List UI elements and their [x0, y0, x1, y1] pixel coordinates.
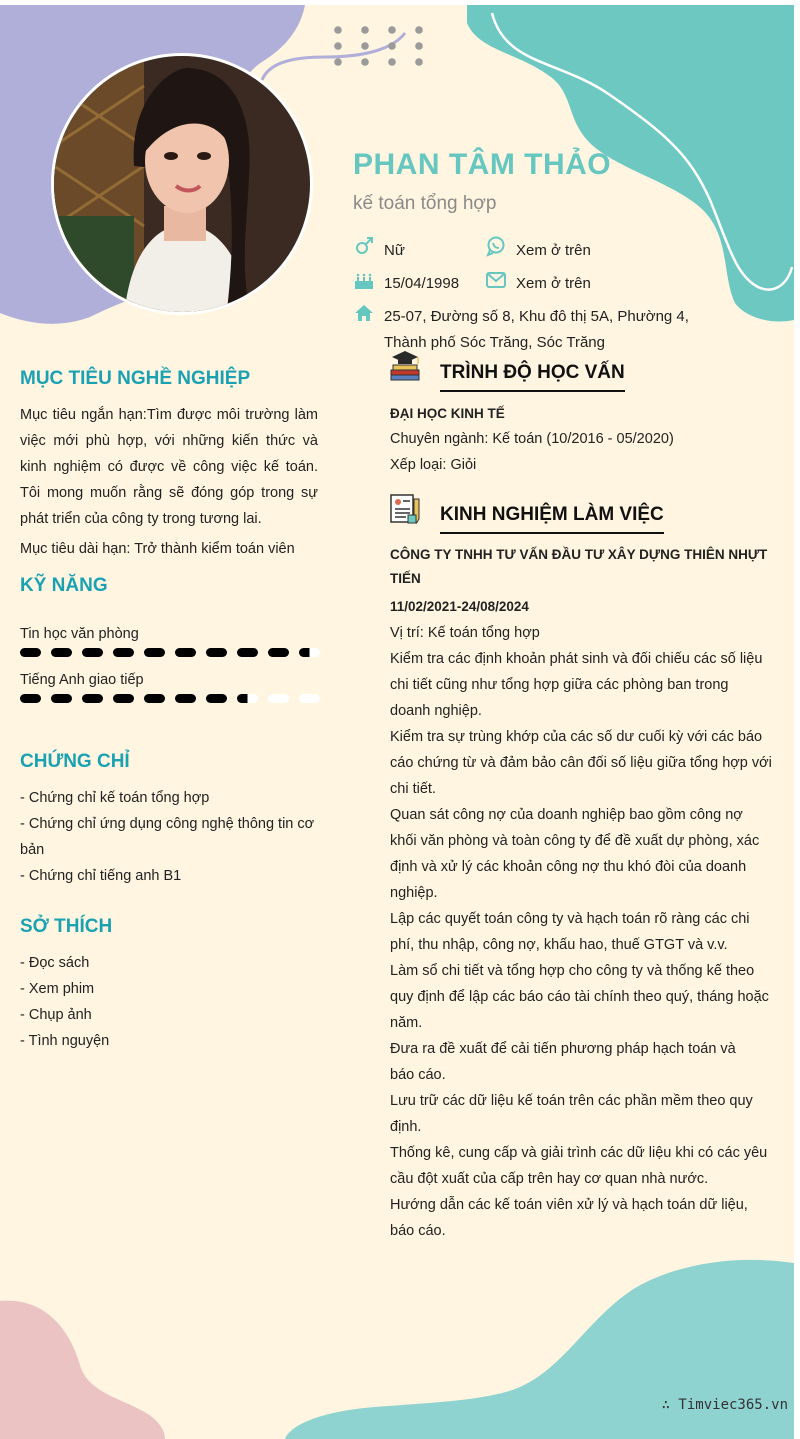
email-value[interactable]: Xem ở trên [516, 275, 591, 292]
address-line-1: 25-07, Đường số 8, Khu đô thị 5A, Phường 4, [384, 308, 689, 325]
footer-watermark[interactable]: ∴ Timviec365.vn [661, 1397, 788, 1413]
experience-duty: Kiểm tra sự trùng khớp của các số dư cuối kỳ với các báo cáo chứng từ và đảm bảo cân đối số liệu giữa tổng hợp với chi tiết. [390, 729, 772, 797]
birthday-cake-icon [353, 269, 375, 291]
skill-level-dot [237, 694, 258, 703]
cv-paper [0, 5, 794, 1439]
experience-duty: Thống kê, cung cấp và giải trình các dữ liệu khi có các yêu cầu đột xuất của cấp trên hay cơ quan nhà nước. [390, 1145, 768, 1187]
skill-level-bar [20, 648, 320, 660]
education-heading: TRÌNH ĐỘ HỌC VẤN [440, 362, 625, 392]
experience-duty: Lưu trữ các dữ liệu kế toán trên các phần mềm theo quy định. [390, 1093, 753, 1135]
skill-level-dot [51, 648, 72, 657]
skill-level-bar [20, 694, 320, 706]
person-name: PHAN TÂM THẢO [353, 148, 612, 181]
address-line-2: Thành phố Sóc Trăng, Sóc Trăng [384, 334, 605, 351]
skill-level-dot [299, 648, 320, 657]
birthday-value: 15/04/1998 [384, 275, 460, 292]
books-graduation-icon [388, 348, 422, 382]
objective-long-term: Mục tiêu dài hạn: Trở thành kiểm toán viên [20, 541, 295, 557]
experience-duty: Kiểm tra các định khoản phát sinh và đối chiếu các số liệu chi tiết cũng như tổng hợp giữa các phòng ban trong doanh nghiệp. [390, 651, 763, 719]
skill-name: Tin học văn phòng [20, 626, 139, 642]
education-major: Chuyên ngành: Kế toán (10/2016 - 05/2020) [390, 431, 674, 447]
hobby-item: - Xem phim [20, 981, 95, 997]
experience-period: 11/02/2021-24/08/2024 [390, 599, 529, 614]
certificate-item: - Chứng chỉ tiếng anh B1 [20, 868, 182, 884]
hobby-item: - Tình nguyện [20, 1033, 110, 1049]
job-title: kế toán tổng hợp [353, 193, 497, 214]
resume-document-icon [388, 491, 422, 525]
email-icon [485, 269, 507, 291]
objective-heading: MỤC TIÊU NGHỀ NGHIỆP [20, 368, 251, 389]
education-grade: Xếp loại: Giỏi [390, 457, 477, 473]
certificate-item: - Chứng chỉ ứng dụng công nghệ thông tin cơ bản [20, 816, 315, 858]
skill-level-dot [113, 648, 134, 657]
skill-level-dot [20, 648, 41, 657]
phone-value[interactable]: Xem ở trên [516, 242, 591, 259]
experience-company: CÔNG TY TNHH TƯ VẤN ĐẦU TƯ XÂY DỰNG THIÊN NHỰT TIẾN [390, 547, 768, 586]
education-school: ĐẠI HỌC KINH TẾ [390, 406, 505, 421]
experience-duty: Lập các quyết toán công ty và hạch toán rõ ràng các chi phí, thu nhập, công nợ, khấu hao, thuế GTGT và v.v. [390, 911, 750, 953]
skill-level-dot [144, 694, 165, 703]
skill-level-dot [20, 694, 41, 703]
hobby-item: - Chụp ảnh [20, 1007, 92, 1023]
whatsapp-icon [485, 235, 507, 257]
experience-duty: Làm sổ chi tiết và tổng hợp cho công ty và thống kế theo quy định để lập các báo cáo tài chính theo quý, tháng hoặc năm. [390, 963, 769, 1031]
certificate-item: - Chứng chỉ kế toán tổng hợp [20, 790, 210, 806]
skill-level-dot [237, 648, 258, 657]
skill-level-dot [206, 648, 227, 657]
skill-level-dot [51, 694, 72, 703]
gender-value: Nữ [384, 242, 405, 259]
skill-level-dot [113, 694, 134, 703]
avatar-photo [51, 53, 313, 315]
experience-duty: Hướng dẫn các kế toán viên xử lý và hạch toán dữ liệu, báo cáo. [390, 1197, 748, 1239]
skill-level-dot [175, 694, 196, 703]
skill-level-dot [175, 648, 196, 657]
skill-name: Tiếng Anh giao tiếp [20, 672, 144, 688]
skill-level-dot [299, 694, 320, 703]
experience-position: Vị trí: Kế toán tổng hợp [390, 625, 540, 641]
gender-icon [353, 235, 375, 257]
certificates-heading: CHỨNG CHỈ [20, 751, 130, 772]
hobby-item: - Đọc sách [20, 955, 90, 971]
skill-level-dot [82, 694, 103, 703]
objective-short-term: Mục tiêu ngắn hạn:Tìm được môi trường làm việc mới phù hợp, với những kiến thức và kinh nghiệm có được về công việc kế toán. Tôi mong muốn rằng sẽ đóng góp trong sự phát triển của công ty trong tương lai. [20, 407, 318, 527]
skill-level-dot [268, 648, 289, 657]
experience-heading: KINH NGHIỆM LÀM VIỆC [440, 504, 664, 534]
skill-level-dot [268, 694, 289, 703]
skills-heading: KỸ NĂNG [20, 575, 108, 596]
skill-level-dot [82, 648, 103, 657]
hobbies-heading: SỞ THÍCH [20, 916, 113, 937]
home-icon [353, 302, 375, 324]
experience-duty: Quan sát công nợ của doanh nghiệp bao gồm công nợ khối văn phòng và toàn công ty để đề xuất dự phòng, xác định và xử lý các khoản công nợ thu khó đòi của doanh nghiệp. [390, 807, 760, 901]
skill-level-dot [144, 648, 165, 657]
skill-level-dot [206, 694, 227, 703]
experience-duty: Đưa ra đề xuất để cải tiến phương pháp hạch toán và báo cáo. [390, 1041, 736, 1083]
